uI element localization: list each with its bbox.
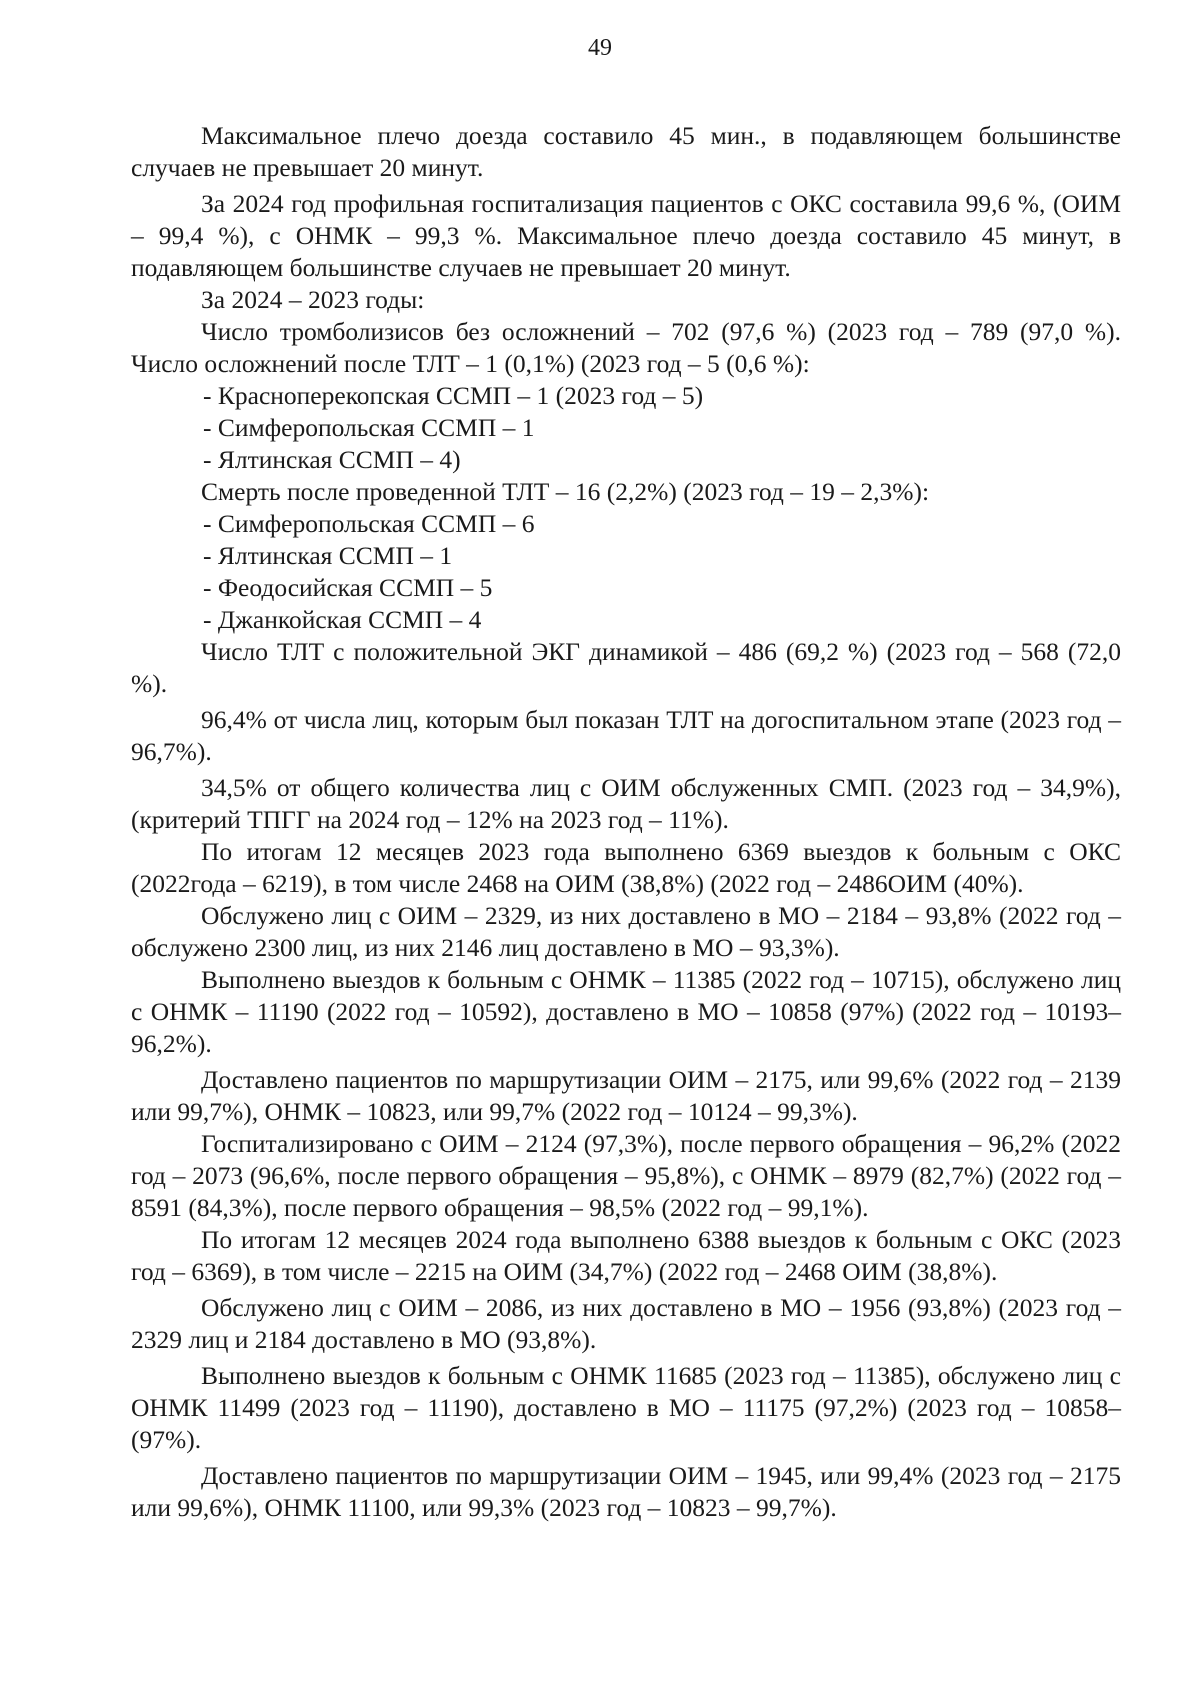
document-body xyxy=(131,120,1121,1524)
page-number: 49 xyxy=(588,35,612,61)
list-item-complication: - Красноперекопская ССМП – 1 (2023 год – 5) xyxy=(203,381,704,410)
paragraph-death-after-tlt: Смерть после проведенной ТЛТ – 16 (2,2%) (2023 год – 19 – 2,3%): xyxy=(201,477,930,506)
paragraph-hospitalized-2023: Госпитализировано с ОИМ – 2124 (97,3%), после первого обращения – 96,2% (2022 год – 2073 (96,6%, после первого обращения – 95,8%), с ОНМК – 8979 (82,7%) (2022 год – 8591 (84,3%), после первого обращения – 98,5% (2022 год – 99,1%). xyxy=(131,1129,1121,1222)
paragraph-served-oim-2024: Обслужено лиц с ОИМ – 2086, из них доставлено в МО – 1956 (93,8%) (2023 год – 2329 лиц и 2184 доставлено в МО (93,8%). xyxy=(131,1293,1121,1354)
paragraph-onmk-calls-2023: Выполнено выездов к больным с ОНМК – 11385 (2022 год – 10715), обслужено лиц с ОНМК – 11190 (2022 год – 10592), доставлено в МО – 10858 (97%) (2022 год – 10193– 96,2%). xyxy=(131,965,1121,1058)
paragraph-prehospital-share: 96,4% от числа лиц, которым был показан ТЛТ на догоспитальном этапе (2023 год – 96,7%). xyxy=(131,705,1121,766)
paragraph-calls-2024: По итогам 12 месяцев 2024 года выполнено 6388 выездов к больным с ОКС (2023 год – 6369), в том числе – 2215 на ОИМ (34,7%) (2022 год – 2468 ОИМ (38,8%). xyxy=(131,1225,1121,1286)
paragraph-hospitalization-2024: За 2024 год профильная госпитализация пациентов с ОКС составила 99,6 %, (ОИМ – 99,4 %), с ОНМК – 99,3 %. Максимальное плечо доезда составило 45 минут, в подавляющем большинстве случаев не превышает 20 минут. xyxy=(131,189,1121,282)
paragraph-routing-2023: Доставлено пациентов по маршрутизации ОИМ – 2175, или 99,6% (2022 год – 2139 или 99,7%), ОНМК – 10823, или 99,7% (2022 год – 10124 – 99,3%). xyxy=(131,1065,1121,1126)
paragraph-oim-share: 34,5% от общего количества лиц с ОИМ обслуженных СМП. (2023 год – 34,9%), (критерий ТПГГ на 2024 год – 12% на 2023 год – 11%). xyxy=(131,773,1121,834)
list-item-death: - Джанкойская ССМП – 4 xyxy=(203,605,482,634)
paragraph-tlt-ecg: Число ТЛТ с положительной ЭКГ динамикой – 486 (69,2 %) (2023 год – 568 (72,0 %). xyxy=(131,637,1121,698)
paragraph-years-heading: За 2024 – 2023 годы: xyxy=(201,285,425,314)
list-item-death: - Ялтинская ССМП – 1 xyxy=(203,541,453,570)
paragraph-calls-2023: По итогам 12 месяцев 2023 года выполнено 6369 выездов к больным с ОКС (2022года – 6219), в том числе 2468 на ОИМ (38,8%) (2022 год – 2486ОИМ (40%). xyxy=(131,837,1121,898)
list-item-death: - Симферопольская ССМП – 6 xyxy=(203,509,535,538)
paragraph-onmk-calls-2024: Выполнено выездов к больным с ОНМК 11685 (2023 год – 11385), обслужено лиц с ОНМК 11499 (2023 год – 11190), доставлено в МО – 11175 (97,2%) (2023 год – 10858– (97%). xyxy=(131,1361,1121,1454)
paragraph-thrombolysis: Число тромболизисов без осложнений – 702 (97,6 %) (2023 год – 789 (97,0 %). Число осложнений после ТЛТ – 1 (0,1%) (2023 год – 5 (0,6 %): xyxy=(131,317,1121,378)
list-item-death: - Феодосийская ССМП – 5 xyxy=(203,573,493,602)
paragraph-routing-2024: Доставлено пациентов по маршрутизации ОИМ – 1945, или 99,4% (2023 год – 2175 или 99,6%), ОНМК 11100, или 99,3% (2023 год – 10823 – 99,7%). xyxy=(131,1461,1121,1522)
paragraph-max-travel: Максимальное плечо доезда составило 45 мин., в подавляющем большинстве случаев не превышает 20 минут. xyxy=(131,121,1121,182)
list-item-complication: - Симферопольская ССМП – 1 xyxy=(203,413,535,442)
list-item-complication: - Ялтинская ССМП – 4) xyxy=(203,445,461,474)
paragraph-served-oim-2023: Обслужено лиц с ОИМ – 2329, из них доставлено в МО – 2184 – 93,8% (2022 год – обслужено 2300 лиц, из них 2146 лиц доставлено в МО – 93,3%). xyxy=(131,901,1121,962)
